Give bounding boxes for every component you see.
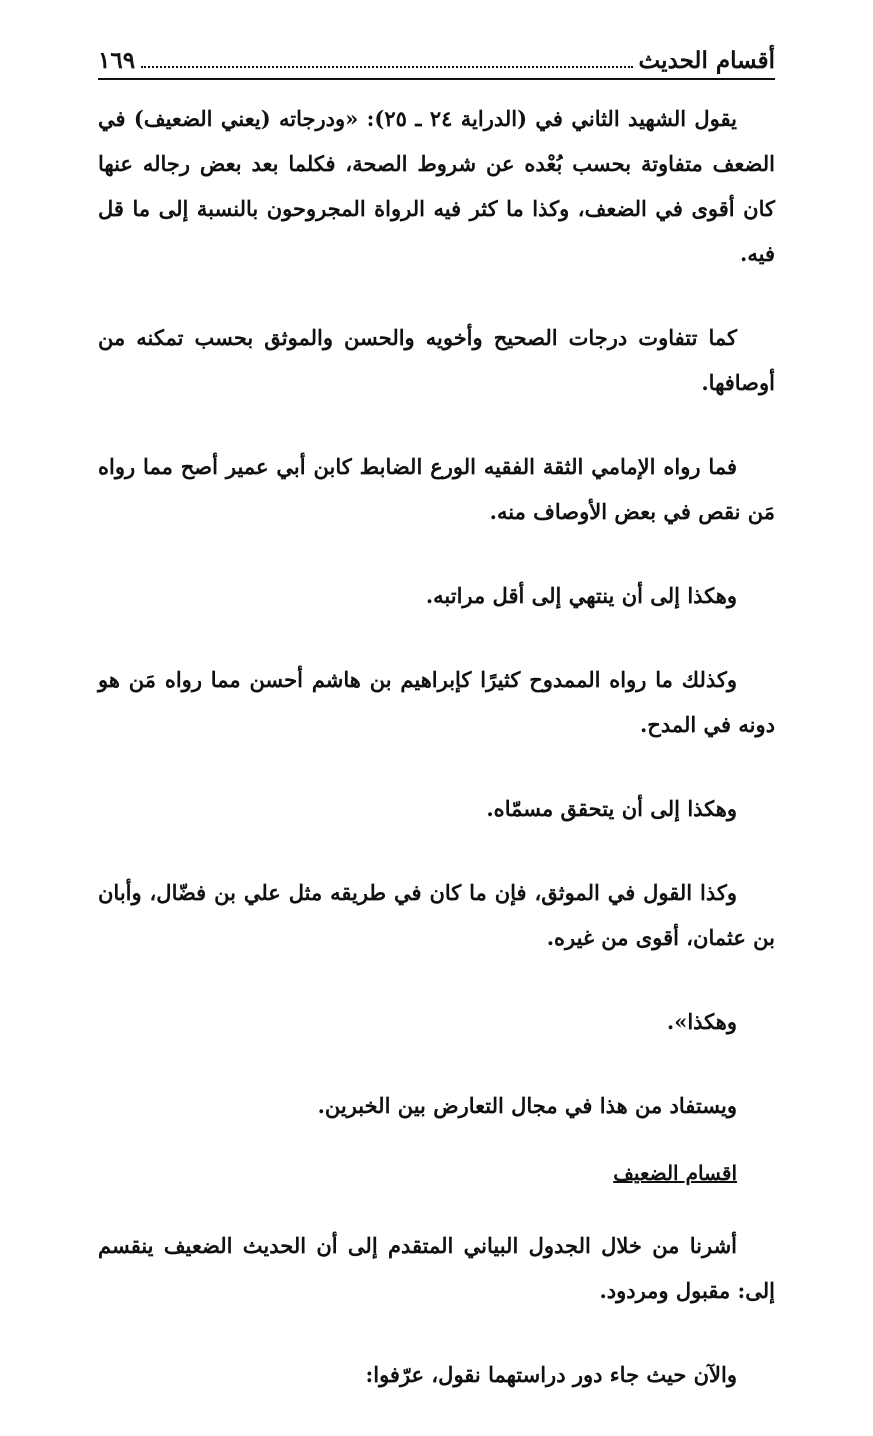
body-text <box>98 96 775 1436</box>
running-header <box>98 40 775 80</box>
running-title: أقسام الحديث <box>638 47 775 74</box>
paragraph: فما رواه الإمامي الثقة الفقيه الورع الضابط كابن أبي عمير أصح مما رواه مَن نقص في بعض الأوصاف منه. <box>98 454 775 524</box>
paragraph: والآن حيث جاء دور دراستهما نقول، عرّفوا: <box>365 1362 737 1387</box>
section-heading: اقسام الضعيف <box>613 1161 737 1185</box>
page-number: ١٦٩ <box>98 47 136 74</box>
paragraph: أشرنا من خلال الجدول البياني المتقدم إلى أن الحديث الضعيف ينقسم إلى: مقبول ومردود. <box>98 1233 775 1303</box>
paragraph: وهكذا إلى أن ينتهي إلى أقل مراتبه. <box>425 583 737 608</box>
paragraph: ويستفاد من هذا في مجال التعارض بين الخبرين. <box>317 1093 737 1118</box>
paragraph: وكذا القول في الموثق، فإن ما كان في طريقه مثل علي بن فضّال، وأبان بن عثمان، أقوى من غيره. <box>98 880 775 950</box>
paragraph: كما تتفاوت درجات الصحيح وأخويه والحسن والموثق بحسب تمكنه من أوصافها. <box>98 325 775 395</box>
paragraph: وهكذا». <box>666 1009 737 1034</box>
paragraph: يقول الشهيد الثاني في (الدراية ٢٤ ـ ٢٥): «ودرجاته (يعني الضعيف) في الضعف متفاوتة بحسب بُعْده عن شروط الصحة، فكلما بعد بعض رجاله عنها كان أقوى في الضعف، وكذا ما كثر فيه الرواة المجروحون بالنسبة إلى ما قل فيه. <box>98 106 775 266</box>
paragraph: وكذلك ما رواه الممدوح كثيرًا كإبراهيم بن هاشم أحسن مما رواه مَن هو دونه في المدح. <box>98 667 775 737</box>
paragraph: وهكذا إلى أن يتحقق مسمّاه. <box>486 796 737 821</box>
dot-leader <box>141 65 632 68</box>
